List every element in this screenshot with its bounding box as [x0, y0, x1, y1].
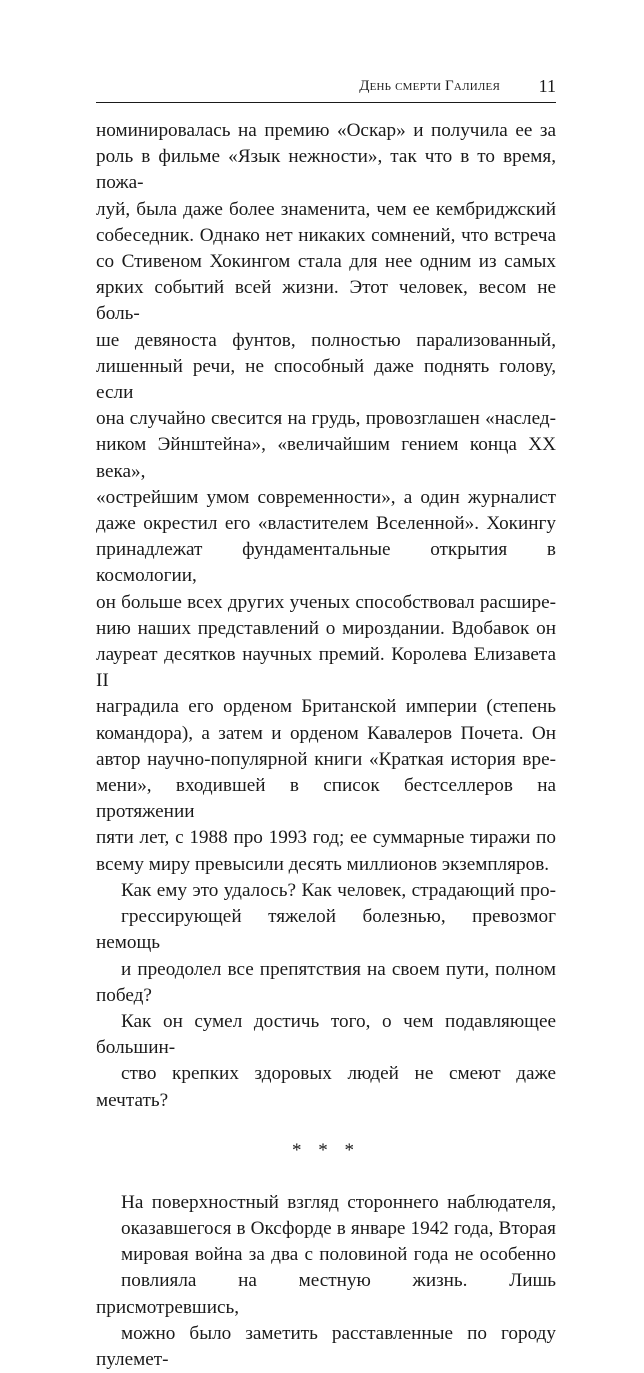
- paragraph-3: [96, 1190, 556, 1373]
- text-line: собеседник. Однако нет никаких сомнений, что встреча: [96, 224, 556, 246]
- text-line: лишенный речи, не способный даже поднять голову, если: [96, 355, 556, 404]
- text-line: со Стивеном Хокингом стала для нее одним из самых: [96, 251, 556, 273]
- text-line: можно было заметить расставленные по городу пулемет-: [96, 1322, 556, 1370]
- text-line: пяти лет, с 1988 про 1993 год; ее суммарные тиражи по: [96, 827, 556, 849]
- text-line: повлияла на местную жизнь. Лишь присмотревшись,: [96, 1270, 556, 1318]
- text-line: номинировалась на премию «Оскар» и получила ее за: [96, 120, 556, 141]
- text-line: мени», входившей в список бестселлеров на протяжении: [96, 775, 556, 823]
- text-line: принадлежат фундаментальные открытия в космологии,: [96, 539, 556, 587]
- running-head: [96, 78, 556, 102]
- text-line: Как он сумел достичь того, о чем подавляющее большин-: [96, 1010, 556, 1059]
- text-line: командора), а затем и орденом Кавалеров Почета. Он: [96, 722, 556, 744]
- paragraph-2: [96, 878, 556, 1114]
- header-rule: [96, 102, 556, 103]
- text-line: оказавшегося в Оксфорде в январе 1942 года, Вторая: [121, 1217, 556, 1239]
- text-line: нию наших представлений о мироздании. Вдобавок он: [96, 617, 556, 639]
- text-line: Как ему это удалось? Как человек, страдающий про-: [121, 879, 556, 901]
- running-title: День смерти Галилея: [359, 78, 500, 94]
- page-number: 11: [538, 76, 556, 96]
- text-line: и преодолел все препятствия на своем пути, полном побед?: [96, 958, 556, 1006]
- text-line: ярких событий всей жизни. Этот человек, весом не боль-: [96, 277, 556, 325]
- text-line: мировая война за два с половиной года не особенно: [121, 1244, 556, 1266]
- text-line: На поверхностный взгляд стороннего наблюдателя,: [121, 1191, 556, 1213]
- text-line: «острейшим умом современности», а один журналист: [96, 486, 556, 508]
- book-page: [96, 0, 556, 1370]
- section-separator: * * *: [292, 1139, 360, 1161]
- body-text: [96, 118, 556, 1373]
- text-line: она случайно свесится на грудь, провозглашен «наслед-: [96, 408, 556, 430]
- text-line: ше девяноста фунтов, полностью парализованный,: [96, 329, 556, 351]
- text-line: ство крепких здоровых людей не смеют даже мечтать?: [96, 1063, 556, 1111]
- text-line: наградила его орденом Британской империи (степень: [96, 696, 556, 718]
- text-line: грессирующей тяжелой болезнью, превозмог немощь: [96, 906, 556, 954]
- paragraph-1: [96, 118, 556, 878]
- text-line: даже окрестил его «властителем Вселенной». Хокингу: [96, 513, 556, 535]
- text-line: автор научно-популярной книги «Краткая история вре-: [96, 748, 556, 770]
- text-line: ником Эйнштейна», «величайшим гением конца XX века»,: [96, 434, 556, 482]
- text-line: луй, была даже более знаменита, чем ее кембриджский: [96, 198, 556, 220]
- text-line: всему миру превысили десять миллионов экземпляров.: [96, 853, 550, 875]
- text-line: он больше всех других ученых способствовал расшире-: [96, 591, 556, 613]
- text-line: лауреат десятков научных премий. Королева Елизавета II: [96, 644, 556, 692]
- text-line: роль в фильме «Язык нежности», так что в то время, пожа-: [96, 146, 556, 194]
